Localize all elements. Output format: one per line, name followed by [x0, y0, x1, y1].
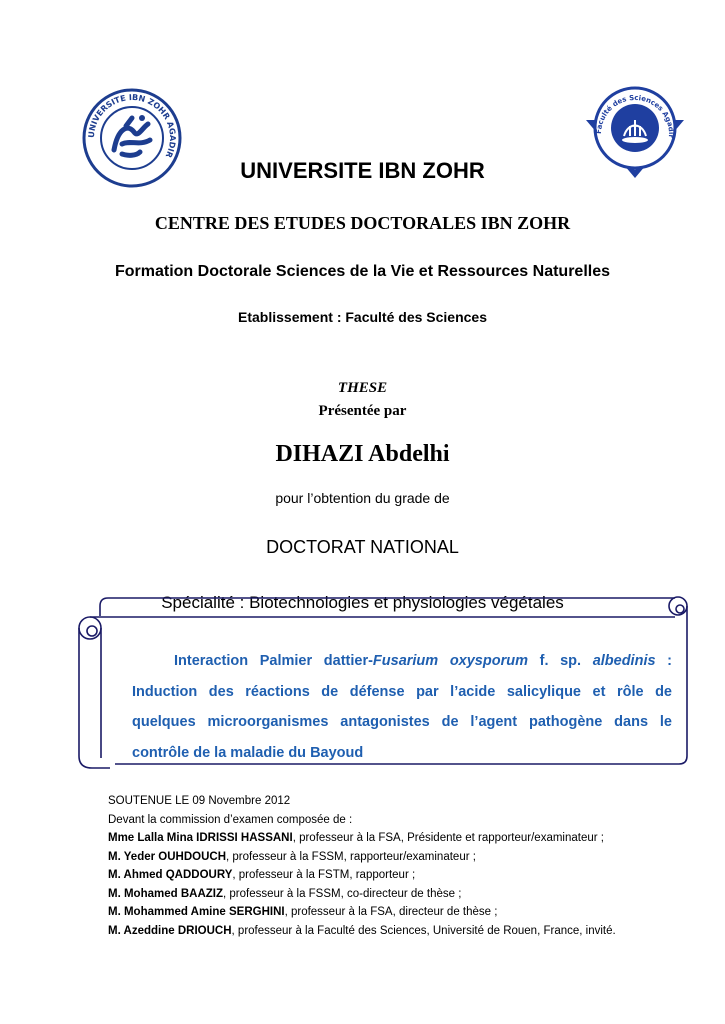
committee-member [108, 829, 708, 848]
committee-member [108, 848, 708, 867]
committee-member [108, 885, 708, 904]
presentee-par: Présentée par [318, 403, 407, 419]
member-role: , professeur à la Faculté des Sciences, Université de Rouen, France, invité. [231, 924, 616, 937]
committee-member [108, 903, 708, 922]
soutenue-date: SOUTENUE LE 09 Novembre 2012 [108, 795, 291, 807]
member-name: M. Mohamed BAAZIZ [108, 887, 223, 900]
specialite: Spécialité : Biotechnologies et physiologies végétales [161, 593, 564, 612]
committee-member [108, 922, 708, 941]
doctoral-formation: Formation Doctorale Sciences de la Vie et Ressources Naturelles [114, 263, 610, 280]
these-heading: THESE [337, 380, 388, 396]
title-line-1 [132, 646, 672, 677]
title-forma-specialis: albedinis [592, 653, 656, 669]
title-line-2: Induction des réactions de défense par l’acide salicylique et rôle de [132, 683, 672, 700]
title-line-4: contrôle de la maladie du Bayoud [132, 744, 364, 761]
member-role: , professeur à la FSA, directeur de thèse ; [284, 906, 498, 918]
thesis-title [132, 646, 672, 768]
defense-committee [108, 792, 708, 940]
member-name: M. Mohammed Amine SERGHINI [108, 906, 285, 918]
title-pathogen-name: Fusarium oxysporum [372, 653, 528, 669]
member-role: , professeur à la FSSM, rapporteur/examinateur ; [226, 850, 476, 863]
left-logo-ring-text: UNIVERSITE IBN ZOHR AGADIR [86, 92, 178, 160]
university-name: UNIVERSITE IBN ZOHR [240, 158, 485, 183]
member-role: , professeur à la FSA, Présidente et rapporteur/examinateur ; [292, 832, 604, 844]
right-logo-ring-text: Faculté des Sciences Agadir [594, 93, 676, 139]
member-name: M. Ahmed QADDOURY [108, 869, 233, 881]
member-role: , professeur à la FSSM, co-directeur de thèse ; [223, 887, 462, 900]
obtention-text: pour l’obtention du grade de [275, 490, 450, 506]
commission-intro: Devant la commission d’examen composée de : [108, 813, 353, 826]
author-name: DIHAZI Abdelhi [275, 441, 450, 467]
member-role: , professeur à la FSTM, rapporteur ; [232, 869, 416, 881]
committee-member [108, 866, 708, 885]
doctoral-centre: CENTRE DES ETUDES DOCTORALES IBN ZOHR [154, 213, 571, 233]
title-line-3: quelques microorganismes antagonistes de l’agent pathogène dans le [132, 714, 672, 730]
member-name: M. Azeddine DRIOUCH [108, 924, 232, 937]
title-line-1-colon: : [655, 653, 673, 669]
title-line-1-part-c: f. sp. [527, 653, 593, 669]
etablissement: Etablissement : Faculté des Sciences [238, 309, 487, 325]
grade-title: DOCTORAT NATIONAL [266, 537, 459, 557]
member-name: Mme Lalla Mina IDRISSI HASSANI [108, 832, 293, 844]
member-name: M. Yeder OUHDOUCH [108, 850, 227, 863]
title-line-1-part-a: Interaction Palmier dattier- [174, 653, 373, 669]
